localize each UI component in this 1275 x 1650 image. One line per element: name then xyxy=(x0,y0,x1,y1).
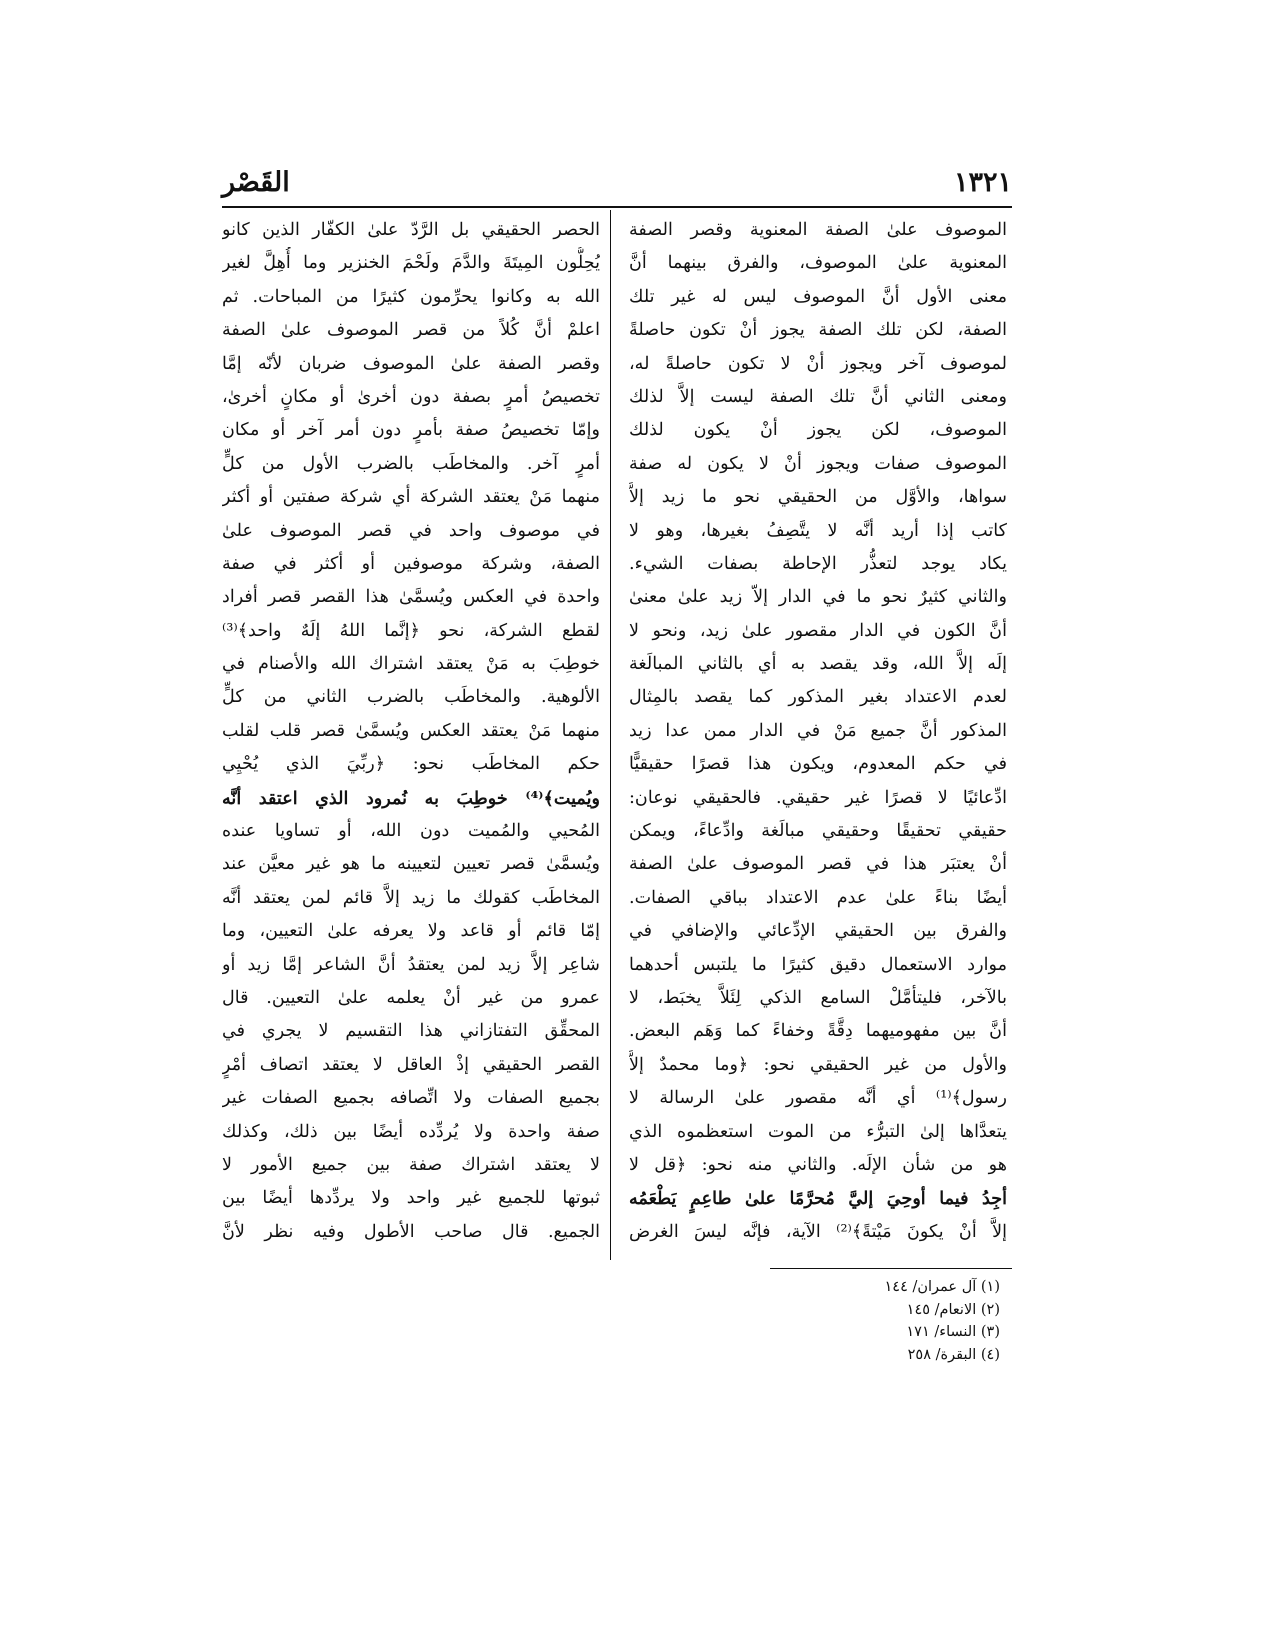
text-line: والفرق بين الحقيقي الإدِّعائي والإضافي في xyxy=(629,921,1007,942)
text-line: تخصيصُ أمرٍ بصفة دون أخرىٰ أو مكانٍ أخرىٰ، xyxy=(222,386,600,407)
text-line: ويُميت﴾⁽⁴⁾ خوطِبَ به نُمرود الذي اعتقد أنَّه xyxy=(222,787,600,809)
text-line: الصفة، وشركة موصوفين أو أكثر في صفة xyxy=(222,553,600,574)
left-column xyxy=(222,214,600,1249)
text-line: ادِّعائيًا لا قصرًا غير حقيقي. فالحقيقي نوعان: xyxy=(629,787,1007,808)
text-line: منهما مَنْ يعتقد العكس ويُسمَّىٰ قصر قلب لقلب xyxy=(222,720,600,741)
running-title: القَصْر xyxy=(222,167,290,198)
text-line: خوطِبَ به مَنْ يعتقد اشتراك الله والأصنام في xyxy=(222,654,600,675)
text-line: إمّا قائم أو قاعد ولا يعرفه علىٰ التعيين، وما xyxy=(222,921,600,942)
text-line: إلاَّ أنْ يكونَ مَيْتةً﴾⁽²⁾ الآية، فإنَّه ليسَ الغرض xyxy=(629,1221,1007,1242)
text-line: ثبوتها للجميع غير واحد ولا يردِّدها أيضًا بين xyxy=(222,1188,600,1209)
text-line: عمرو من غير أنْ يعلمه علىٰ التعيين. قال xyxy=(222,987,600,1008)
text-line: ويُسمَّىٰ قصر تعيين لتعيينه ما هو غير معيَّن عند xyxy=(222,854,600,875)
text-line: سواها، والأوَّل من الحقيقي نحو ما زيد إلاَّ xyxy=(629,487,1007,508)
footnote: (٣) النساء/ ١٧١ xyxy=(906,1324,1000,1340)
footnote-rule xyxy=(770,1268,1012,1269)
text-line: المذكور أنَّ جميع مَنْ في الدار ممن عدا زيد xyxy=(629,720,1007,741)
text-line: أمرٍ آخر. والمخاطَب بالضرب الأول من كلٍّ xyxy=(222,453,600,474)
text-line: الجميع. قال صاحب الأطول وفيه نظر لأنَّ xyxy=(222,1221,600,1242)
text-line: أنْ يعتبَر هذا في قصر الموصوف علىٰ الصفة xyxy=(629,854,1007,875)
text-line: حكم المخاطَب نحو: ﴿ربِّيَ الذي يُحْيِي xyxy=(222,754,600,775)
text-line: كاتب إذا أريد أنَّه لا يتَّصِفُ بغيرها، وهو لا xyxy=(629,520,1007,541)
text-line: معنى الأول أنَّ الموصوف ليس له غير تلك xyxy=(629,286,1007,307)
text-line: الموصوف صفات ويجوز أنْ لا يكون له صفة xyxy=(629,453,1007,474)
text-line: لموصوف آخر ويجوز أنْ لا تكون حاصلةً له، xyxy=(629,353,1007,374)
text-line: رسول﴾⁽¹⁾ أي أنَّه مقصور علىٰ الرسالة لا xyxy=(629,1088,1007,1109)
footnote: (١) آل عمران/ ١٤٤ xyxy=(884,1279,1000,1295)
text-line: أيضًا بناءً علىٰ عدم الاعتداد بباقي الصفات. xyxy=(629,887,1007,908)
text-line: في موصوف واحد في قصر الموصوف علىٰ xyxy=(222,520,600,541)
right-column xyxy=(629,214,1007,1249)
text-line: وإمّا تخصيصُ صفة بأمرٍ دون أمر آخر أو مكان xyxy=(222,420,600,441)
text-line: بالآخر، فليتأمَّلْ السامع الذكي لِئَلاَّ يخبَط، لا xyxy=(629,987,1007,1008)
text-line: المخاطَب كقولك ما زيد إلاَّ قائم لمن يعتقد أنَّه xyxy=(222,887,600,908)
page-header xyxy=(222,166,1012,202)
text-line: الصفة، لكن تلك الصفة يجوز أنْ تكون حاصلةً xyxy=(629,320,1007,341)
column-divider xyxy=(610,210,611,1260)
header-rule xyxy=(222,206,1012,208)
text-line: لعدم الاعتداد بغير المذكور كما يقصد بالمِثال xyxy=(629,687,1007,708)
text-line: صفة واحدة ولا يُردِّده أيضًا بين ذلك، وكذلك xyxy=(222,1121,600,1142)
text-line: لا يعتقد اشتراك صفة بين جميع الأمور لا xyxy=(222,1154,600,1175)
text-line: بجميع الصفات ولا اتِّصافه بجميع الصفات غير xyxy=(222,1088,600,1109)
text-line: واحدة في العكس ويُسمَّىٰ هذا القصر قصر أفراد xyxy=(222,587,600,608)
text-line: المُحيي والمُميت دون الله، أو تساويا عنده xyxy=(222,821,600,842)
text-line: يكاد يوجد لتعذُّر الإحاطة بصفات الشيء. xyxy=(629,553,1007,574)
text-line: لقطع الشركة، نحو ﴿إنَّما اللهُ إلَهٌ واحد﴾⁽³⁾ xyxy=(222,620,600,641)
text-line: القصر الحقيقي إذْ العاقل لا يعتقد اتصاف أمْرٍ xyxy=(222,1054,600,1075)
text-line: يُحِلُّون المِيتَةَ والدَّمَ ولَحْمَ الخنزير وما أُهِلَّ لغير xyxy=(222,253,600,274)
text-line: الحصر الحقيقي بل الرَّدّ علىٰ الكفّار الذين كانو xyxy=(222,220,600,240)
text-line: المعنوية علىٰ الموصوف، والفرق بينهما أنَّ xyxy=(629,253,1007,274)
text-line: وقصر الصفة علىٰ الموصوف ضربان لأنّه إمَّا xyxy=(222,353,600,374)
text-line: الموصوف علىٰ الصفة المعنوية وقصر الصفة xyxy=(629,220,1007,240)
footnotes xyxy=(700,1276,1000,1366)
footnote: (٢) الانعام/ ١٤٥ xyxy=(906,1301,1000,1318)
footnote: (٤) البقرة/ ٢٥٨ xyxy=(907,1346,1000,1363)
text-line: شاعِر إلاَّ زيد لمن يعتقدُ أنَّ الشاعر إمَّا زيد أو xyxy=(222,954,600,975)
text-line: الألوهية. والمخاطَب بالضرب الثاني من كلٍّ xyxy=(222,687,600,708)
text-line: أنَّ بين مفهوميهما دِقَّةً وخفاءً كما وَهَم البعض. xyxy=(629,1021,1007,1042)
text-line: الله به وكانوا يحرِّمون كثيرًا من المباحات. ثم xyxy=(222,286,600,307)
text-line: أجِدُ فيما أوحِيَ إليَّ مُحرَّمًا علىٰ طاعِمٍ يَطْعَمُه xyxy=(629,1188,1007,1210)
text-line: ومعنى الثاني أنَّ تلك الصفة ليست إلاَّ لذلك xyxy=(629,386,1007,407)
text-line: في حكم المعدوم، ويكون هذا قصرًا حقيقيًّا xyxy=(629,754,1007,775)
text-line: أنَّ الكون في الدار مقصور علىٰ زيد، ونحو لا xyxy=(629,620,1007,641)
text-line: حقيقي تحقيقًا وحقيقي مبالَغة وادِّعاءً، ويمكن xyxy=(629,821,1007,842)
text-line: يتعدَّاها إلىٰ التبرُّء من الموت استعظموه الذي xyxy=(629,1121,1007,1142)
text-line: والثاني كثيرٌ نحو ما في الدار إلاّ زيد علىٰ معنىٰ xyxy=(629,587,1007,608)
text-line: اعلمْ أنَّ كُلاً من قصر الموصوف علىٰ الصفة xyxy=(222,320,600,341)
text-line: موارد الاستعمال دقيق كثيرًا ما يلتبس أحدهما xyxy=(629,954,1007,975)
text-line: إلَه إلاَّ الله، وقد يقصد به أي بالثاني المبالَغة xyxy=(629,654,1007,675)
text-line: منهما مَنْ يعتقد الشركة أي شركة صفتين أو أكثر xyxy=(222,487,600,508)
text-line: هو من شأن الإلَه. والثاني منه نحو: ﴿قل لا xyxy=(629,1154,1007,1175)
page-number: ١٣٢١ xyxy=(953,167,1012,198)
text-line: الموصوف، لكن يجوز أنْ يكون لذلك xyxy=(629,420,1007,441)
text-line: والأول من غير الحقيقي نحو: ﴿وما محمدٌ إلاَّ xyxy=(629,1054,1007,1075)
text-line: المحقِّق التفتازاني هذا التقسيم لا يجري في xyxy=(222,1021,600,1042)
